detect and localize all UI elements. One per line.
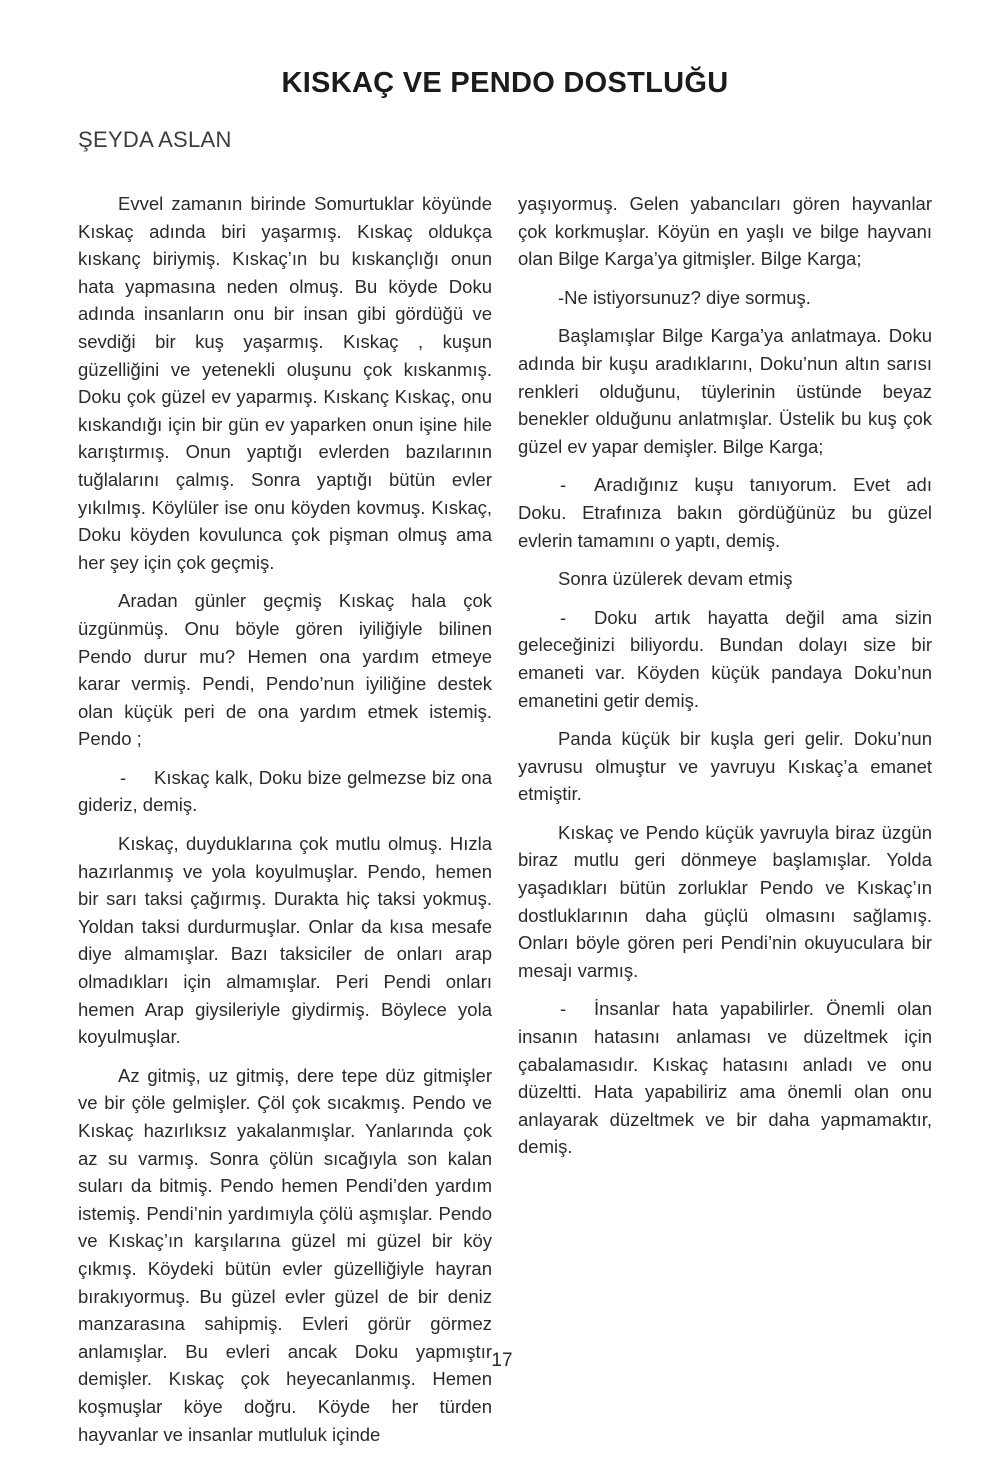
page-number: 17 <box>491 1350 513 1371</box>
story-column-left <box>78 190 492 1459</box>
story-body <box>78 190 932 1459</box>
story-paragraph: Panda küçük bir kuşla geri gelir. Doku’nun yavrusu olmuştur ve yavruyu Kıskaç’a emanet etmiştir. <box>518 728 932 805</box>
story-paragraph: Kıskaç ve Pendo küçük yavruyla biraz üzgün biraz mutlu geri dönmeye başlamışlar. Yolda yaşadıkları bütün zorluklar Pendo ve Kıskaç’ın dostluklarının daha güçlü olmasını sağlamış. Onları böyle gören peri Pendi’nin okuyuculara bir mesajı varmış. <box>518 821 932 981</box>
dialogue-paragraph: - Kıskaç kalk, Doku bize gelmezse biz ona gideriz, demiş. <box>78 764 492 819</box>
dialogue-paragraph: - Doku artık hayatta değil ama sizin geleceğinizi biliyordu. Bundan dolayı size bir emaneti var. Köyden küçük pandaya Doku’nun emanetini getir demiş. <box>518 604 932 714</box>
story-paragraph: Kıskaç, duyduklarına çok mutlu olmuş. Hızla hazırlanmış ve yola koyulmuşlar. Pendo, hemen bir sarı taksi çağırmış. Durakta hiç taksi yokmuş. Yoldan taksi durdurmuşlar. Onlar da kısa mesafe diye almamışlar. Bazı taksiciler de onları arap olmadıkları için almamışlar. Peri Pendi onları hemen Arap giysileriyle giydirmiş. Böylece yola koyulmuşlar. <box>78 833 492 1048</box>
dialogue-paragraph: - Aradığınız kuşu tanıyorum. Evet adı Doku. Etrafınıza bakın gördüğünüz bu güzel evlerin tamamını o yaptı, demiş. <box>518 471 932 554</box>
author-name: ŞEYDA ASLAN <box>78 127 232 152</box>
story-paragraph: Sonra üzülerek devam etmiş <box>558 568 793 590</box>
story-column-right <box>518 190 932 1459</box>
dialogue-dash: - <box>560 474 567 496</box>
story-paragraph: -Ne istiyorsunuz? diye sormuş. <box>558 286 811 308</box>
story-paragraph: yaşıyormuş. Gelen yabancıları gören hayvanlar çok korkmuşlar. Köyün en yaşlı ve bilge hayvanı olan Bilge Karga’ya gitmişler. Bilge Karga; <box>518 193 932 270</box>
page-footer <box>0 1350 1004 1372</box>
story-paragraph: Evvel zamanın birinde Somurtuklar köyünde Kıskaç adında biri yaşarmış. Kıskaç oldukça kıskanç biriymiş. Kıskaç’ın bu kıskançlığı onun hata yapmasına neden olmuş. Bu köyde Doku adında insanların onu bir insan gibi gördüğü ve sevdiği bir kuş yaşarmış. Kıskaç , kuşun güzelliğini ve yetenekli oluşunu çok kıskanmış. Doku çok güzel ev yaparmış. Kıskanç Kıskaç, onu kıskandığı için bir gün ev yaparken onun işine hile karıştırmış. Onun yaptığı evlerden bazılarının tuğlalarını çalmış. Sonra yaptığı bütün evler yıkılmış. Köylüler ise onu köyden kovmuş. Kıskaç, Doku köyden kovulunca çok pişman olmuş ama her şey için çok geçmiş. <box>78 193 492 573</box>
dialogue-paragraph: - İnsanlar hata yapabilirler. Önemli olan insanın hatasını anlaması ve düzeltmek için çabalamasıdır. Kıskaç hatasını anladı ve onu düzeltti. Hata yapabiliriz ama önemli olan onu anlayarak düzeltmek ve bir daha yapmamaktır, demiş. <box>518 995 932 1161</box>
story-paragraph: Başlamışlar Bilge Karga’ya anlatmaya. Doku adında bir kuşu aradıklarını, Doku’nun altın sarısı renkleri olduğunu, tüylerinin üstünde beyaz benekler olduğunu anlatmışlar. Üstelik bu kuş çok güzel ev yapar demişler. Bilge Karga; <box>518 325 932 457</box>
story-paragraph: Az gitmiş, uz gitmiş, dere tepe düz gitmişler ve bir çöle gelmişler. Çöl çok sıcakmış. Pendo ve Kıskaç hazırlıksız yakalanmışlar. Yanlarında çok az su varmış. Sonra çölün sıcağıyla son kalan suları da bitmiş. Pendo hemen Pendi’den yardım istemiş. Pendi’nin yardımıyla çölü aşmışlar. Pendo ve Kıskaç’ın karşılarına güzel mi güzel bir köy çıkmış. Köydeki bütün evler güzelliğiyle hayran bırakıyormuş. Bu güzel evler güzel de bir deniz manzarasına sahipmiş. Evleri görür görmez anlamışlar. Bu evleri ancak Doku yapmıştır demişler. Kıskaç çok heyecanlanmış. Hemen koşmuşlar köye doğru. Köyde her türden hayvanlar ve insanlar mutluluk içinde <box>78 1064 492 1445</box>
dialogue-dash: - <box>560 998 567 1020</box>
dialogue-dash: - <box>560 606 567 628</box>
dialogue-dash: - <box>120 766 127 788</box>
page-title: KISKAÇ VE PENDO DOSTLUĞU <box>281 67 729 99</box>
story-paragraph: Aradan günler geçmiş Kıskaç hala çok üzgünmüş. Onu böyle gören iyiliğiyle bilinen Pendo durur mu? Hemen ona yardım etmeye karar vermiş. Pendi, Pendo’nun iyiliğine destek olan küçük peri de ona yardım etmek istemiş. Pendo ; <box>78 590 492 750</box>
